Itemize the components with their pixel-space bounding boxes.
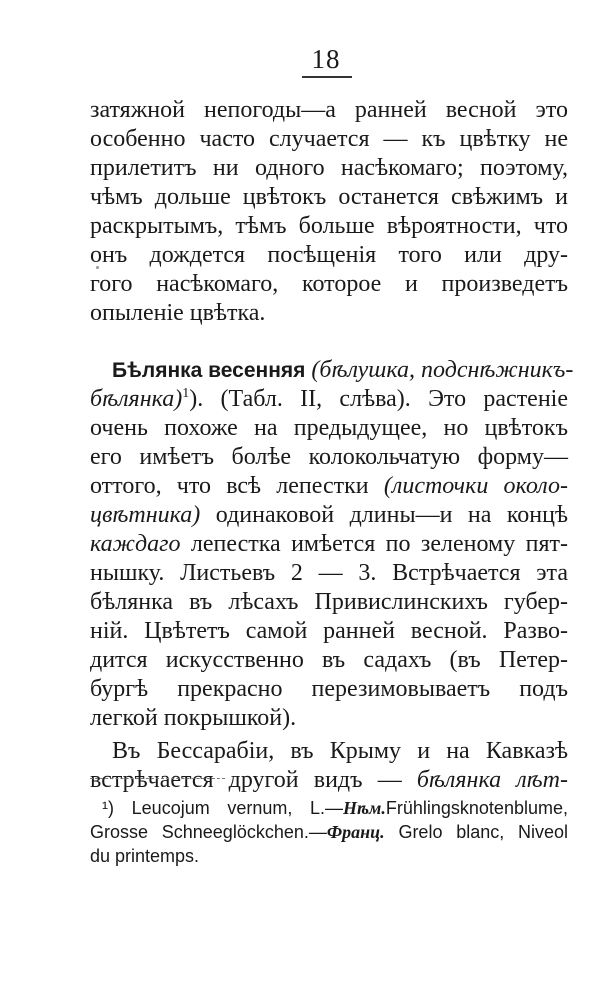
text-line: каждаго лепестка имѣется по зеленому пят- [90,531,569,557]
text-line: раскрытымъ, тѣмъ больше вѣроятности, что [90,213,568,239]
text-line: нышку. Листьевъ 2 — 3. Встрѣчается эта [90,560,568,586]
text-line: ній. Цвѣтетъ самой ранней весной. Разво- [90,618,568,644]
text-line: цвѣтника) одинаковой длины—и на концѣ [90,502,569,528]
text-line: бѣлянка)$^1$). (Табл. II, слѣва). Это растеніе [90,386,568,412]
text-line: дится искусственно въ садахъ (въ Петер- [90,647,568,673]
footnote-line: du printemps. [90,846,200,866]
text-line: легкой покрышкой). [90,705,297,731]
text-line: оттого, что всѣ лепестки (листочки около- [90,473,569,499]
text-line: прилетитъ ни одного насѣкомаго; поэтому, [90,155,568,181]
paragraph-continuation [90,96,568,328]
footnote-marker: ¹) [102,798,114,818]
language-label: Нѣм. [343,798,386,818]
body-text [90,96,574,795]
italic-term: цвѣтника) [90,502,201,528]
paragraph-other-species [90,737,568,795]
italic-names: бѣлянка) [90,386,183,412]
footnote-divider [90,778,225,779]
page-number: 18 [311,44,341,74]
italic-names: бѣлянка лѣт- [416,767,569,793]
footnote-line: Grosse Schneeglöckchen.—Франц. Grelo blanc, Niveol [90,822,568,842]
text-line: его имѣетъ болѣе колокольчатую форму— [90,444,568,470]
text-line: особенно часто случается — къ цвѣтку не [90,126,568,152]
text-line: гого насѣкомаго, которое и произведетъ [90,271,568,297]
italic-term: (листочки около- [383,473,569,499]
footnote [90,796,568,868]
text-line: встрѣчается другой видъ — бѣлянка лѣт- [90,767,569,793]
text-line [90,356,574,385]
text-line: онъ дождется посѣщенія того или дру- [90,242,568,268]
footnote-ref: 1 [182,386,190,401]
text-line: бургѣ прекрасно перезимовываетъ подъ [90,676,568,702]
text-line: чѣмъ дольше цвѣтокъ останется свѣжимъ и [90,184,568,210]
page-number-rule [302,76,352,78]
language-label: Франц. [326,822,385,842]
text-line: Въ Бессарабіи, въ Крыму и на Кавказѣ [112,738,568,764]
footnote-line: ¹) Leucojum vernum, L.—Нѣм.Frühlingsknotenblume, [102,798,568,818]
species-heading: Бѣлянка весенняя [112,359,306,382]
text-line: опыленіе цвѣтка. [90,300,266,326]
text-line: бѣлянка въ лѣсахъ Привислинскихъ губер- [90,589,568,615]
text-line: затяжной непогоды—а ранней весной это [90,97,568,123]
paragraph-belyanka [90,356,574,733]
text-line: очень похоже на предыдущее, но цвѣтокъ [90,415,568,441]
italic-term: каждаго [90,531,181,557]
italic-names: (бѣлушка, подснѣжникъ- [311,357,574,383]
